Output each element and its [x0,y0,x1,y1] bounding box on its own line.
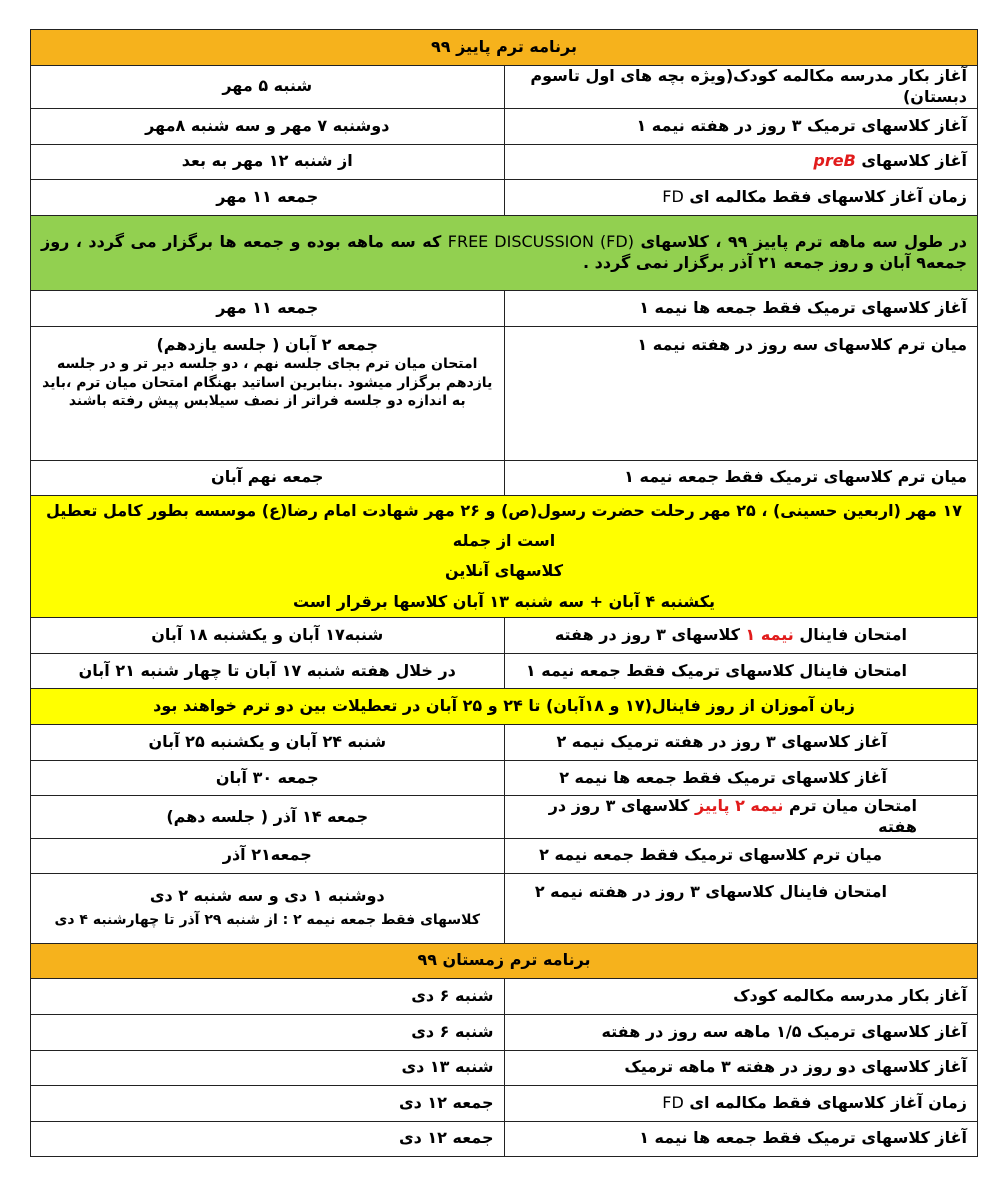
fd-holiday-note [31,215,978,290]
note-line: کلاسهای آنلاین [444,561,564,581]
note-line: ۱۷ مهر (اربعین حسینی) ، ۲۵ مهر رحلت حضرت رسول(ص) و ۲۶ مهر شهادت امام رضا(ع) موسسه بطور کامل تعطیل است از جمله [45,500,962,550]
row-value: جمعه ۱۲ دی [31,1085,505,1121]
row-label: امتحان فاینال کلاسهای ۳ روز در هفته نیمه ۲ [504,873,978,943]
row-label-text: کلاسهای ۳ روز در هفته [554,625,740,645]
row-label-text: آغاز کلاسهای [861,151,967,171]
table-row [31,66,978,109]
row-value: جمعه ۱۱ مهر [31,179,505,215]
row-label: میان ترم کلاسهای ترمیک فقط جمعه نیمه ۱ [504,460,978,495]
value-line: دوشنبه ۱ دی و سه شنبه ۲ دی [149,885,385,905]
value-line: یازدهم برگزار میشود .بنابرین اساتید بهنگام امتحان میان ترم ،باید [42,374,493,391]
row-label: آغاز کلاسهای ۳ روز در هفته ترمیک نیمه ۲ [504,725,978,761]
row-value: شنبه ۶ دی [31,978,505,1014]
row-label [504,144,978,179]
row-label-text: امتحان فاینال [799,625,907,645]
fd-code: FREE DISCUSSION (FD) [447,231,634,251]
highlight-text: نیمه ۱ [745,625,794,645]
row-label-text: امتحان میان ترم [788,796,917,816]
fd-code: FD [662,1092,684,1112]
row-value: جمعه ۱۴ آذر ( جلسه دهم) [31,796,505,839]
row-label: آغاز کلاسهای ترمیک فقط جمعه ها نیمه ۱ [504,290,978,326]
table-row [31,108,978,144]
row-label-text: کلاسهای ۳ روز در هفته [548,796,917,836]
row-label: آغاز کلاسهای ترمیک فقط جمعه ها نیمه ۲ [504,761,978,796]
row-value: دوشنبه ۷ مهر و سه شنبه ۸مهر [31,108,505,144]
winter-title: برنامه ترم زمستان ۹۹ [31,943,978,978]
table-row [31,326,978,460]
note-text: که سه ماهه بوده و جمعه ها برگزار می گردد ، روز جمعه۹ آبان و روز جمعه ۲۱ آذر برگزار نمی گردد . [41,231,967,272]
row-label [504,796,978,839]
row-label: آغاز کلاسهای ترمیک ۱/۵ ماهه سه روز در هفته [504,1014,978,1050]
row-value: جمعه۲۱ آذر [31,838,505,873]
row-value: جمعه ۱۱ مهر [31,290,505,326]
row-value: جمعه ۱۲ دی [31,1121,505,1156]
row-label: امتحان فاینال کلاسهای ترمیک فقط جمعه نیمه ۱ [504,654,978,689]
row-value [31,326,505,460]
value-line: جمعه ۲ آبان ( جلسه یازدهم) [156,334,378,354]
row-label: آغاز بکار مدرسه مکالمه کودک [504,978,978,1014]
row-label: آغاز کلاسهای ترمیک فقط جمعه ها نیمه ۱ [504,1121,978,1156]
note-line: یکشنبه ۴ آبان + سه شنبه ۱۳ آبان کلاسها برقرار است [292,591,716,611]
row-label [504,179,978,215]
row-label [504,618,978,654]
table-row [31,1121,978,1156]
fd-code: FD [662,186,684,206]
row-label: آغاز کلاسهای ترمیک ۳ روز در هفته نیمه ۱ [504,108,978,144]
table-row [31,144,978,179]
table-row [31,1014,978,1050]
table-row [31,761,978,796]
row-value [31,873,505,943]
table-row [31,838,978,873]
value-line: امتحان میان ترم بجای جلسه نهم ، دو جلسه دیر تر و در جلسه [57,356,478,373]
row-label: آغاز کلاسهای دو روز در هفته ۳ ماهه ترمیک [504,1050,978,1085]
note-text: در طول سه ماهه ترم پاییز ۹۹ ، کلاسهای [640,231,968,251]
row-label-text: زمان آغاز کلاسهای فقط مکالمه ای [689,1092,967,1112]
table-row [31,460,978,495]
autumn-title: برنامه ترم پاییز ۹۹ [31,30,978,66]
row-value: شنبه ۵ مهر [31,66,505,109]
row-label [504,1085,978,1121]
row-label: میان ترم کلاسهای سه روز در هفته نیمه ۱ [504,326,978,460]
row-value: شنبه ۲۴ آبان و یکشنبه ۲۵ آبان [31,725,505,761]
value-line: به اندازه دو جلسه فراتر از نصف سیلابس پیش رفته باشند [68,392,466,409]
table-row [31,1050,978,1085]
table-row [31,618,978,654]
row-label: میان ترم کلاسهای ترمیک فقط جمعه نیمه ۲ [504,838,978,873]
row-label: آغاز بکار مدرسه مکالمه کودک(ویژه بچه های اول تاسوم دبستان) [504,66,978,109]
schedule-table [30,29,978,1157]
highlight-text: نیمه ۲ پاییز [694,796,784,816]
table-row [31,725,978,761]
row-value: شنبه۱۷ آبان و یکشنبه ۱۸ آبان [31,618,505,654]
table-row [31,179,978,215]
table-row [31,290,978,326]
preb-code: preB [813,151,856,171]
holiday-note [31,495,978,618]
value-line: کلاسهای فقط جمعه نیمه ۲ : از شنبه ۲۹ آذر تا چهارشنبه ۴ دی [54,911,480,928]
break-note: زبان آموزان از روز فاینال(۱۷ و ۱۸آبان) تا ۲۴ و ۲۵ آبان در تعطیلات بین دو ترم خواهند بود [31,689,978,725]
row-value: جمعه ۳۰ آبان [31,761,505,796]
row-value: شنبه ۶ دی [31,1014,505,1050]
table-row [31,796,978,839]
row-label-text: زمان آغاز کلاسهای فقط مکالمه ای [689,186,967,206]
row-value: جمعه نهم آبان [31,460,505,495]
row-value: از شنبه ۱۲ مهر به بعد [31,144,505,179]
row-value: شنبه ۱۳ دی [31,1050,505,1085]
table-row [31,978,978,1014]
table-row [31,654,978,689]
row-value: در خلال هفته شنبه ۱۷ آبان تا چهار شنبه ۲۱ آبان [31,654,505,689]
table-row [31,873,978,943]
table-row [31,1085,978,1121]
